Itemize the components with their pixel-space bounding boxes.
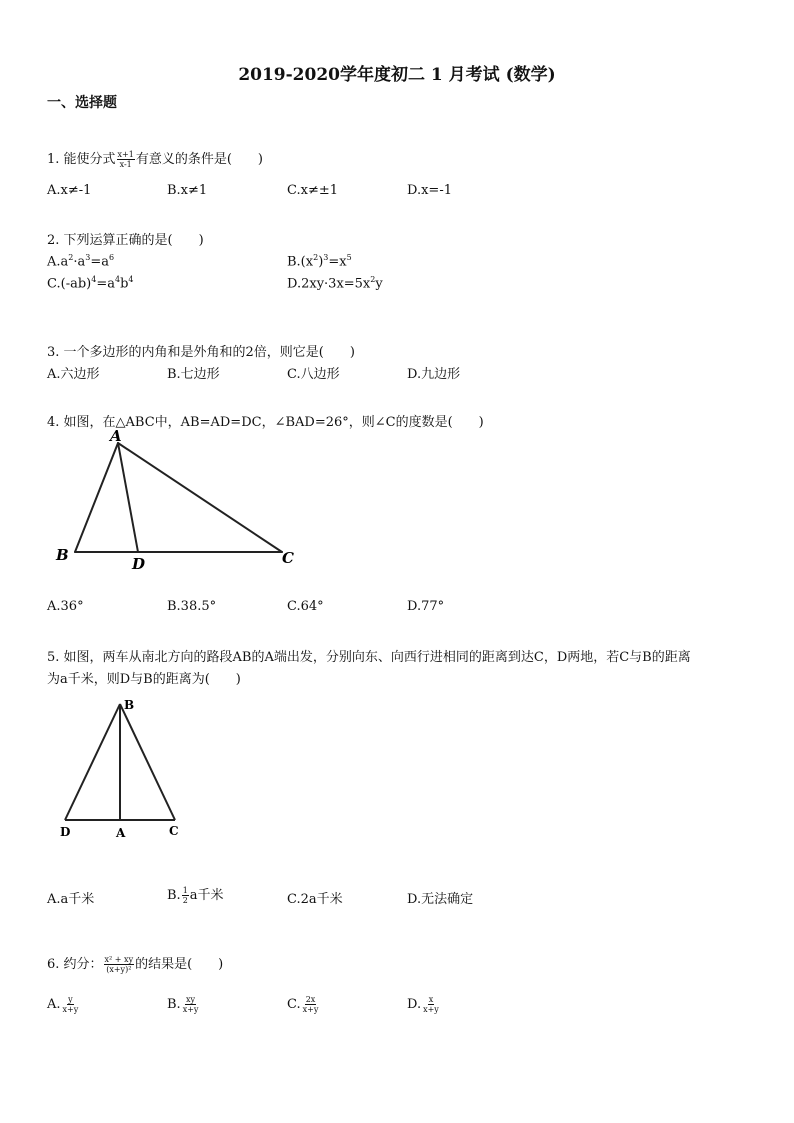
- q2-d-t2: y: [375, 276, 383, 292]
- q4-label-d: D: [132, 555, 146, 573]
- q5-b-fraction: [182, 886, 189, 905]
- q5-label-a: A: [116, 826, 126, 840]
- q6-text-post: 的结果是( ): [135, 957, 224, 972]
- question-3-stem: 3. 一个多边形的内角和是外角和的2倍，则它是( ): [47, 345, 355, 360]
- q2-option-d[interactable]: [287, 275, 383, 291]
- q2-option-a[interactable]: [47, 253, 114, 269]
- q4-segment-ab: [75, 443, 118, 552]
- q4-option-d[interactable]: D.77°: [407, 599, 445, 614]
- q6-frac-den: (x+y)²: [106, 965, 132, 974]
- q1-frac-den: x-1: [119, 160, 132, 169]
- q5-option-d[interactable]: D.无法确定: [407, 892, 474, 907]
- q6-frac-num: x² + xy: [104, 955, 134, 964]
- q2-c-t3: b: [120, 276, 129, 292]
- q6-a-num: y: [68, 995, 73, 1004]
- q2-b-s2: 3: [323, 253, 329, 262]
- question-4-stem: 4. 如图，在△ABC中，AB=AD=DC，∠BAD=26°，则∠C的度数是( ): [47, 415, 484, 430]
- q1-option-d[interactable]: D.x=-1: [407, 183, 452, 198]
- q6-c-den: x+y: [302, 1005, 319, 1014]
- q6-b-num: xy: [186, 995, 196, 1004]
- q2-a-s1: 2: [68, 253, 74, 262]
- q1-fraction: [117, 150, 135, 169]
- q6-b-den: x+y: [182, 1005, 199, 1014]
- q5-road-figure: [55, 692, 195, 842]
- q2-a-t2: ·a: [73, 254, 86, 270]
- q6-a-letter: A.: [47, 997, 61, 1012]
- q6-c-num: 2x: [305, 995, 316, 1004]
- q2-c-s1: 4: [91, 275, 97, 284]
- q2-a-s3: 6: [109, 253, 115, 262]
- q2-option-b[interactable]: [287, 253, 352, 269]
- q5-b-den: 2: [182, 896, 188, 905]
- q2-d-s1: 2: [370, 275, 376, 284]
- question-2-stem: 2. 下列运算正确的是( ): [47, 233, 204, 248]
- q2-a-t1: A.a: [47, 254, 69, 270]
- q4-triangle-figure: [50, 425, 310, 575]
- q2-b-s3: 5: [346, 253, 352, 262]
- q6-c-fraction: [302, 995, 320, 1014]
- q2-d-t1: D.2xy·3x=5x: [287, 276, 371, 292]
- q6-option-b[interactable]: [167, 995, 200, 1014]
- section-heading: 一、选择题: [47, 95, 117, 111]
- question-6-stem: [47, 953, 223, 974]
- q6-c-letter: C.: [287, 997, 301, 1012]
- q6-option-d[interactable]: [407, 995, 441, 1014]
- q2-c-s3: 4: [128, 275, 134, 284]
- q5-b-num: 1: [182, 886, 188, 895]
- q4-label-b: B: [56, 546, 69, 564]
- q4-option-a[interactable]: A.36°: [47, 599, 84, 614]
- q6-option-c[interactable]: [287, 995, 320, 1014]
- q2-a-s2: 3: [85, 253, 91, 262]
- q5-label-b: B: [124, 698, 135, 712]
- q3-option-b[interactable]: B.七边形: [167, 367, 220, 382]
- q6-d-num: x: [428, 995, 434, 1004]
- q1-text-post: 有意义的条件是( ): [135, 152, 264, 167]
- q4-label-a: A: [110, 427, 122, 445]
- q5-b-post: a千米: [189, 888, 224, 903]
- q6-a-den: x+y: [62, 1005, 79, 1014]
- q2-option-c[interactable]: [47, 275, 134, 291]
- q5-option-a[interactable]: A.a千米: [47, 892, 95, 907]
- q5-label-c: C: [169, 824, 179, 838]
- q2-b-t3: =x: [328, 254, 347, 270]
- q4-label-c: C: [282, 549, 294, 567]
- q4-segment-ac: [118, 443, 282, 552]
- q2-b-t2: ): [318, 254, 324, 270]
- q1-option-c[interactable]: C.x≠±1: [287, 183, 339, 198]
- q6-d-fraction: [422, 995, 440, 1014]
- q5-segment-bc: [120, 704, 175, 820]
- question-5-stem-line2: 为a千米，则D与B的距离为( ): [47, 672, 241, 687]
- q4-option-b[interactable]: B.38.5°: [167, 599, 217, 614]
- q2-a-t3: =a: [90, 254, 110, 270]
- q3-option-a[interactable]: A.六边形: [47, 367, 100, 382]
- q6-fraction: [104, 955, 135, 974]
- question-1-stem: [47, 148, 263, 169]
- q2-b-s1: 2: [313, 253, 319, 262]
- q1-option-a[interactable]: A.x≠-1: [47, 183, 92, 198]
- question-5-stem-line1: 5. 如图，两车从南北方向的路段AB的A端出发，分别向东、向西行进相同的距离到达C，D两地，若C与B的距离: [47, 650, 691, 665]
- q5-b-pre: B.: [167, 888, 181, 903]
- q2-c-t1: C.(-ab): [47, 276, 92, 292]
- q5-segment-bd: [65, 704, 120, 820]
- q1-frac-num: x+1: [117, 150, 134, 159]
- q2-c-t2: =a: [96, 276, 115, 292]
- q6-b-fraction: [182, 995, 200, 1014]
- q2-b-t1: B.(x: [287, 254, 314, 270]
- q3-option-c[interactable]: C.八边形: [287, 367, 340, 382]
- page-title: 2019-2020学年度初二 1 月考试 (数学): [238, 65, 556, 85]
- q1-option-b[interactable]: B.x≠1: [167, 183, 208, 198]
- q6-d-letter: D.: [407, 997, 422, 1012]
- q6-d-den: x+y: [423, 1005, 439, 1014]
- q1-text-pre: 1. 能使分式: [47, 152, 116, 167]
- q6-text-pre: 6. 约分：: [47, 957, 103, 972]
- q6-b-letter: B.: [167, 997, 181, 1012]
- q5-option-b[interactable]: [167, 884, 224, 905]
- q5-option-c[interactable]: C.2a千米: [287, 892, 343, 907]
- q4-option-c[interactable]: C.64°: [287, 599, 324, 614]
- q4-segment-ad: [118, 443, 138, 552]
- q2-c-s2: 4: [114, 275, 121, 284]
- q5-label-d: D: [60, 825, 71, 839]
- q6-a-fraction: [62, 995, 80, 1014]
- q6-option-a[interactable]: [47, 995, 80, 1014]
- q3-option-d[interactable]: D.九边形: [407, 367, 461, 382]
